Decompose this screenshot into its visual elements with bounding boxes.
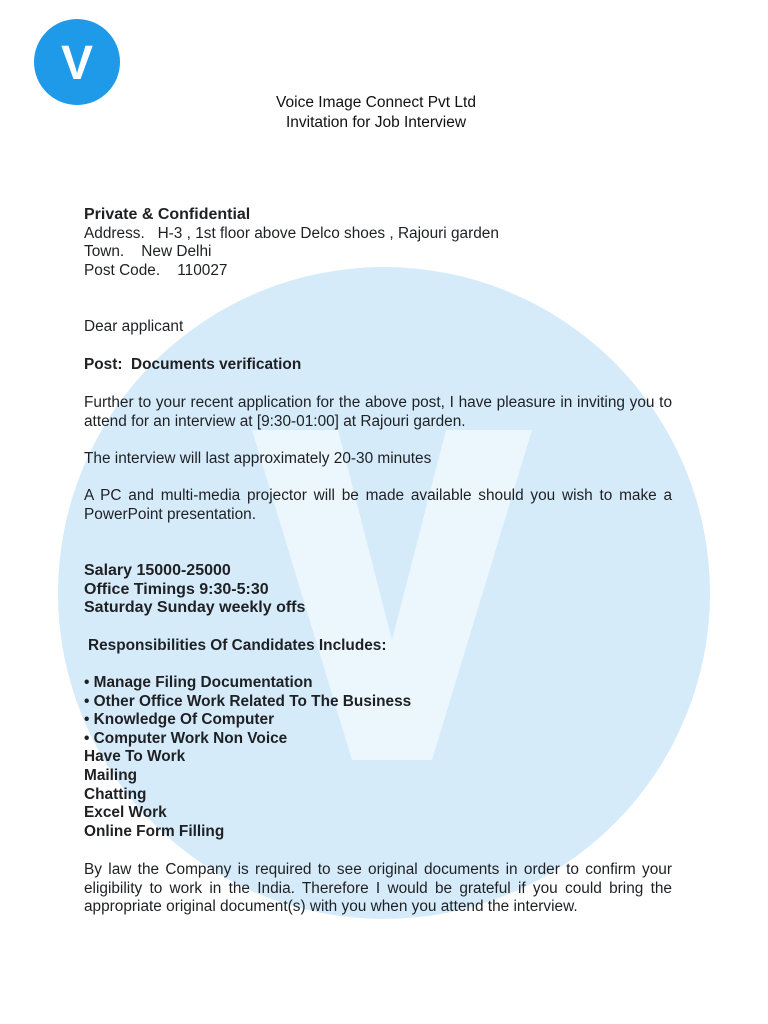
confidential-label: Private & Confidential [84, 206, 251, 223]
list-item: • Manage Filing Documentation [84, 674, 313, 691]
offs-line: Saturday Sunday weekly offs [84, 599, 306, 617]
town-line: Town. New Delhi [84, 243, 212, 261]
work-line: Excel Work [84, 804, 167, 822]
company-logo-icon [34, 19, 120, 105]
paragraph-duration: The interview will last approximately 20-30 minutes [84, 450, 432, 467]
responsibilities-list [84, 674, 672, 841]
post-label: Post: Documents verification [84, 356, 302, 373]
list-item: • Computer Work Non Voice [84, 729, 288, 747]
list-item: • Other Office Work Related To The Business [84, 692, 412, 710]
paragraph-closing: By law the Company is required to see original documents in order to confirm your eligibility to work in the India. Therefore I would be grateful if you could bring the appropriate original document(s) with you when you attend the interview. [84, 861, 672, 916]
salary-line: Salary 15000-25000 [84, 562, 231, 579]
list-item: • Knowledge Of Computer [84, 711, 275, 729]
job-details [84, 562, 672, 618]
work-line: Have To Work [84, 748, 186, 766]
work-line: Chatting [84, 785, 147, 803]
work-line: Online Form Filling [84, 822, 225, 840]
postcode-line: Post Code. 110027 [84, 261, 228, 279]
responsibilities-heading: Responsibilities Of Candidates Includes: [88, 637, 387, 654]
paragraph-invitation: Further to your recent application for the above post, I have pleasure in inviting you to attend for an interview at [9:30-01:00] at Rajouri garden. [84, 394, 672, 430]
address-block [84, 206, 672, 280]
address-line: Address. H-3 , 1st floor above Delco shoes , Rajouri garden [84, 224, 499, 242]
paragraph-equipment: A PC and multi-media projector will be made available should you wish to make a PowerPoint presentation. [84, 487, 672, 523]
work-line: Mailing [84, 766, 138, 784]
timings-line: Office Timings 9:30-5:30 [84, 580, 269, 598]
letter-subtitle: Invitation for Job Interview [285, 114, 467, 131]
company-name: Voice Image Connect Pvt Ltd [276, 94, 476, 111]
logo-letter: V [60, 37, 94, 90]
greeting: Dear applicant [84, 318, 184, 335]
